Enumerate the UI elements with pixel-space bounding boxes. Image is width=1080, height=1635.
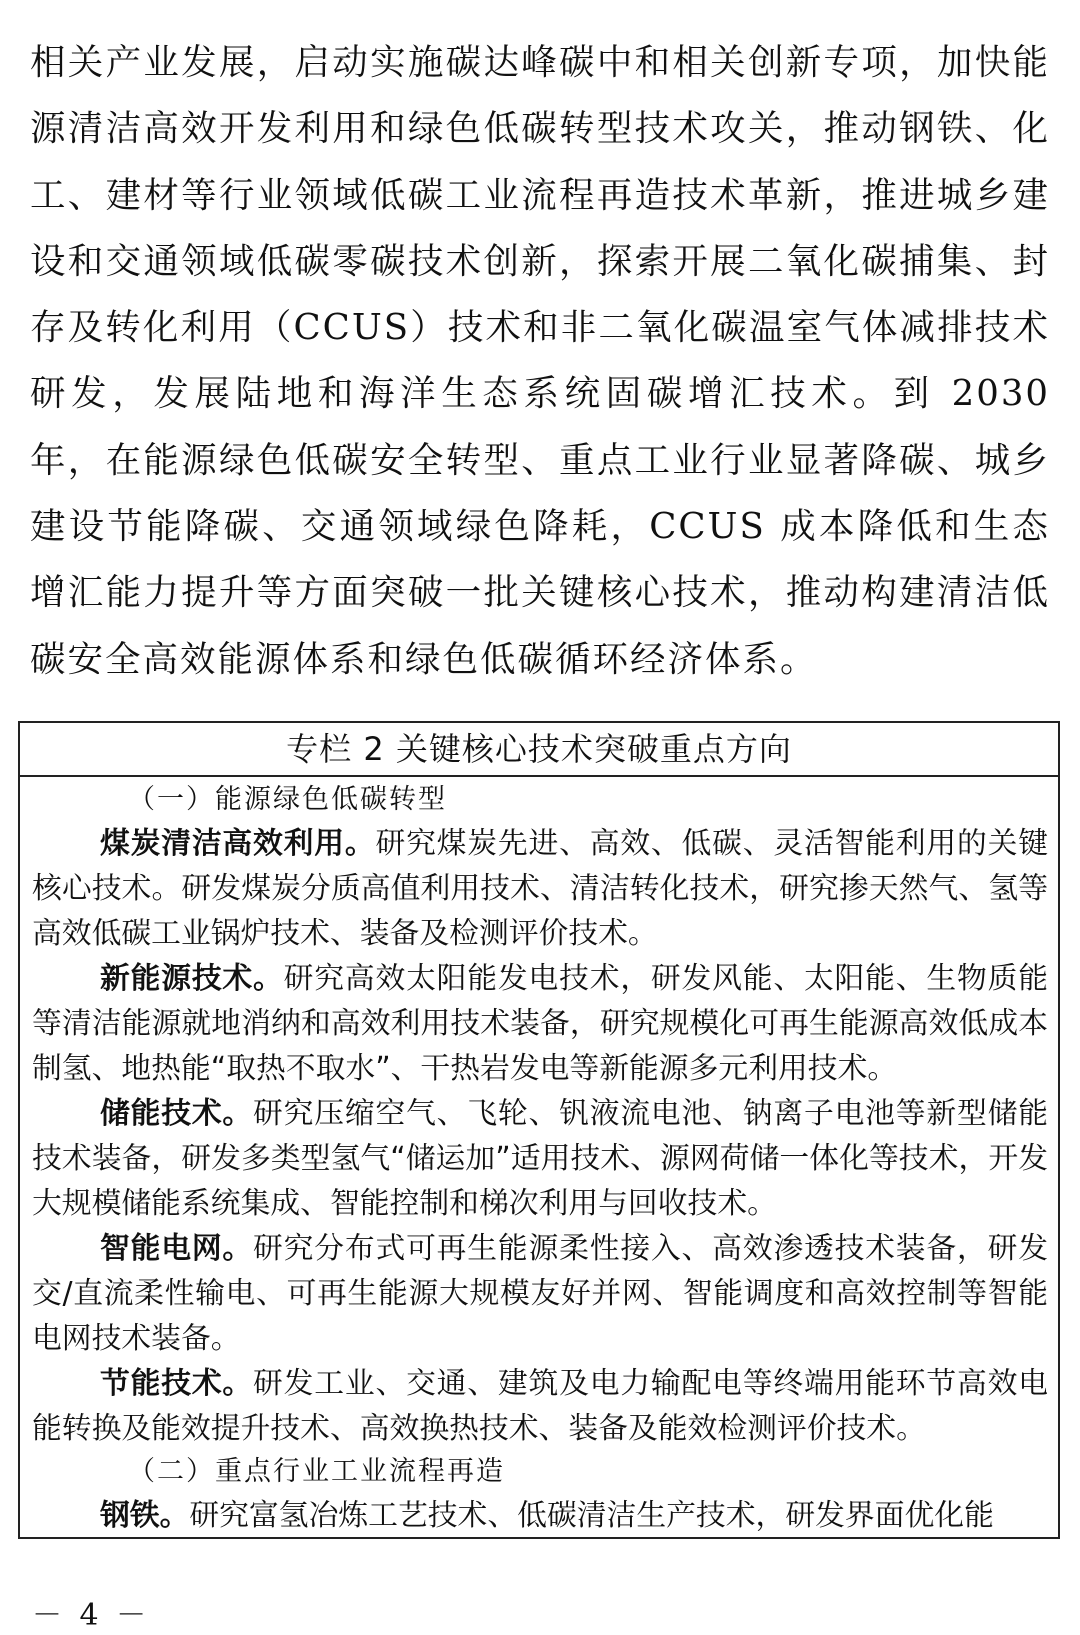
box-body (20, 777, 1058, 1538)
section-heading-1: （一）能源绿色低碳转型 (128, 784, 447, 815)
item-steel (32, 1493, 1048, 1538)
item-text: 研究富氢冶炼工艺技术、低碳清洁生产技术，研发界面优化能 (189, 1498, 994, 1533)
column-box (18, 721, 1060, 1539)
box-title: 专栏 2 关键核心技术突破重点方向 (20, 723, 1058, 777)
body-paragraph: 相关产业发展，启动实施碳达峰碳中和相关创新专项，加快能源清洁高效开发利用和绿色低碳转型技术攻关，推动钢铁、化工、建材等行业领域低碳工业流程再造技术革新，推进城乡建设和交通领域低碳零碳技术创新，探索开展二氧化碳捕集、封存及转化利用（CCUS）技术和非二氧化碳温室气体减排技术研发，发展陆地和海洋生态系统固碳增汇技术。到 2030 年，在能源绿色低碳安全转型、重点工业行业显著降碳、城乡建设节能降碳、交通领域绿色降耗，CCUS 成本降低和生态增汇能力提升等方面突破一批关键核心技术，推动构建清洁低碳安全高效能源体系和绿色低碳循环经济体系。 (30, 42, 1050, 680)
item-heading: 节能技术。 (100, 1366, 254, 1401)
item-coal (32, 821, 1048, 956)
item-text: 研究压缩空气、飞轮、钒液流电池、钠离子电池等新型储能技术装备，研发多类型氢气“储运加”适用技术、源网荷储一体化等技术，开发大规模储能系统集成、智能控制和梯次利用与回收技术。 (32, 1096, 1049, 1221)
item-energy-saving (32, 1361, 1048, 1451)
item-smart-grid (32, 1226, 1048, 1361)
item-text: 研究分布式可再生能源柔性接入、高效渗透技术装备，研发交/直流柔性输电、可再生能源大规模友好并网、智能调度和高效控制等智能电网技术装备。 (32, 1231, 1049, 1356)
item-heading: 煤炭清洁高效利用。 (100, 826, 376, 861)
item-heading: 新能源技术。 (100, 961, 284, 996)
item-text: 研究高效太阳能发电技术，研发风能、太阳能、生物质能等清洁能源就地消纳和高效利用技术装备，研究规模化可再生能源高效低成本制氢、地热能“取热不取水”、干热岩发电等新能源多元利用技术。 (32, 961, 1048, 1086)
item-heading: 智能电网。 (100, 1231, 254, 1266)
item-energy-storage (32, 1091, 1048, 1226)
item-text: 研究煤炭先进、高效、低碳、灵活智能利用的关键核心技术。研发煤炭分质高值利用技术、清洁转化技术，研究掺天然气、氢等高效低碳工业锅炉技术、装备及检测评价技术。 (32, 826, 1049, 951)
page-number: － 4 － (32, 1598, 151, 1633)
section-heading-2: （二）重点行业工业流程再造 (128, 1456, 505, 1487)
item-new-energy (32, 956, 1048, 1091)
item-text: 研发工业、交通、建筑及电力输配电等终端用能环节高效电能转换及能效提升技术、高效换热技术、装备及能效检测评价技术。 (32, 1366, 1049, 1446)
item-heading: 储能技术。 (100, 1096, 254, 1131)
item-heading: 钢铁。 (100, 1498, 190, 1533)
